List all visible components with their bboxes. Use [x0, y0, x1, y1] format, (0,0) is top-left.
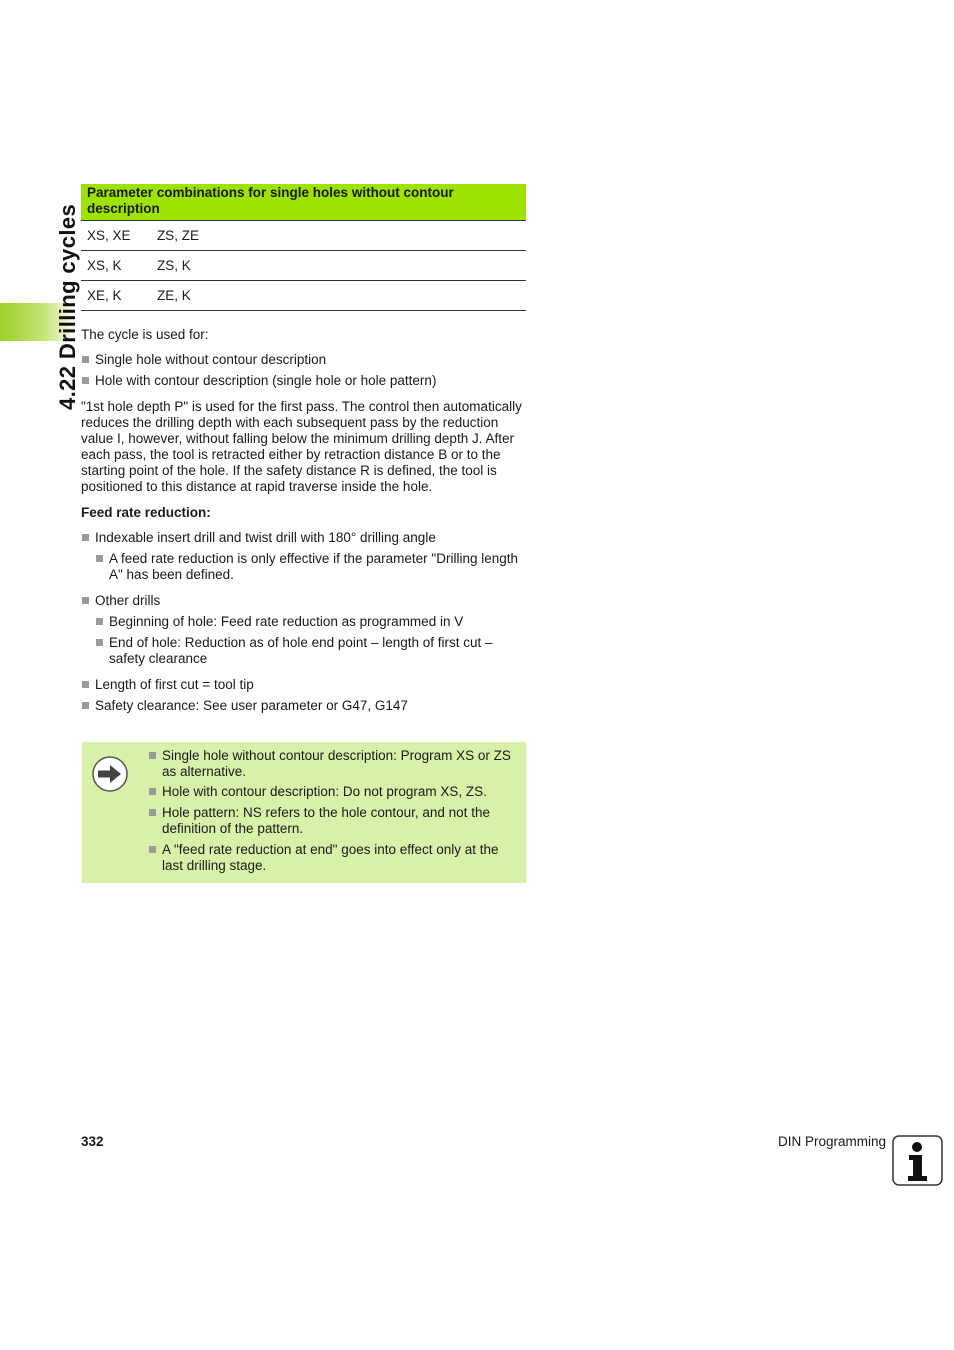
section-heading: Feed rate reduction: [81, 505, 211, 520]
table-row [81, 221, 526, 251]
arrow-right-icon [91, 755, 129, 793]
list-item: Other drills [81, 593, 526, 609]
table-cell: XS, XE [81, 221, 151, 251]
table-row [81, 281, 526, 311]
table-header-row [81, 184, 526, 221]
list-item: Hole with contour description (single hole or hole pattern) [81, 373, 526, 389]
sub-list-item: Beginning of hole: Feed rate reduction as programmed in V [95, 614, 526, 630]
table-row [81, 251, 526, 281]
table-header: Parameter combinations for single holes without contour description [81, 184, 526, 221]
note-item: Hole pattern: NS refers to the hole contour, and not the definition of the pattern. [148, 805, 518, 837]
info-icon [892, 1135, 943, 1186]
list-item: Indexable insert drill and twist drill with 180° drilling angle [81, 530, 526, 546]
list-item: Safety clearance: See user parameter or G47, G147 [81, 698, 526, 714]
note-item: Single hole without contour description: Program XS or ZS as alternative. [148, 748, 518, 780]
chapter-title-vertical: 4.22 Drilling cycles [55, 203, 80, 410]
list-item: Length of first cut = tool tip [81, 677, 526, 693]
note-item: Hole with contour description: Do not program XS, ZS. [148, 784, 518, 800]
table-cell: XS, K [81, 251, 151, 281]
intro-text: The cycle is used for: [81, 327, 209, 342]
sub-list-item: End of hole: Reduction as of hole end point – length of first cut – safety clearance [95, 635, 526, 667]
table-cell: ZS, ZE [151, 221, 526, 251]
page-number: 332 [81, 1134, 104, 1149]
list-item: Single hole without contour description [81, 352, 526, 368]
parameter-table [81, 184, 526, 311]
note-list [148, 748, 518, 874]
table-cell: ZS, K [151, 251, 526, 281]
sub-list-item: A feed rate reduction is only effective if the parameter "Drilling length A" has been defined. [95, 551, 526, 583]
main-content [81, 184, 526, 714]
note-box [82, 742, 526, 883]
footer-section-title: DIN Programming [777, 1134, 886, 1149]
table-cell: XE, K [81, 281, 151, 311]
description-paragraph: "1st hole depth P" is used for the first pass. The control then automatically reduces the drilling depth with each subsequent pass by the reduction value I, however, without falling below the minimum drilling depth J. After each pass, the tool is retracted either by retraction distance B or to the starting point of the hole. If the safety distance R is defined, the tool is positioned to this distance at rapid traverse inside the hole. [81, 399, 522, 494]
note-item: A "feed rate reduction at end" goes into effect only at the last drilling stage. [148, 842, 518, 874]
table-cell: ZE, K [151, 281, 526, 311]
